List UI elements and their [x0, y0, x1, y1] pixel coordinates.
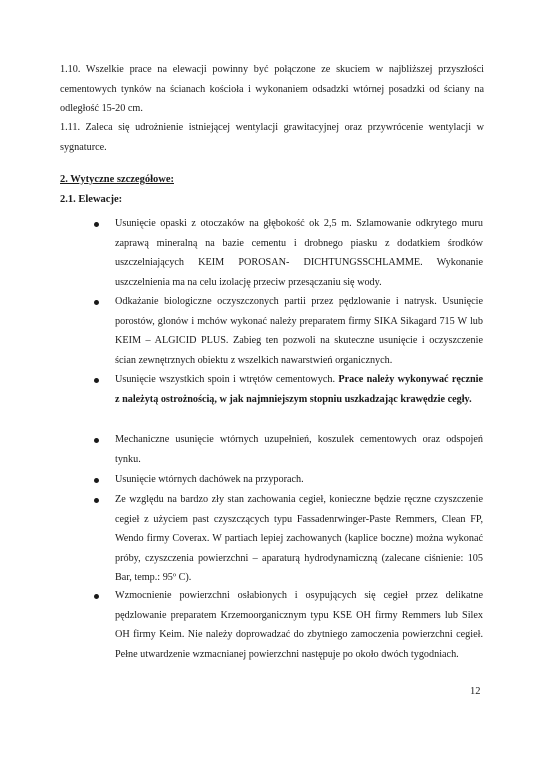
- section-heading: 2. Wytyczne szczegółowe:: [60, 174, 174, 185]
- bullet-dot-icon: [94, 300, 99, 305]
- bullet-dot-icon: [94, 498, 99, 503]
- bullet-dot-icon: [94, 478, 99, 483]
- bullet-dot-icon: [94, 594, 99, 599]
- page-number: 12: [470, 686, 481, 697]
- bullet-item: Mechaniczne usunięcie wtórnych uzupełnień, koszulek cementowych oraz odspojeń tynku.: [115, 434, 483, 465]
- bullet-dot-icon: [94, 438, 99, 443]
- bullet-bold-text: Prace należy wykonywać ręcznie z należytą ostrożnością, w jak najmniejszym stopniu uszkadzając krawędzie cegły.: [115, 374, 484, 405]
- subsection-heading: 2.1. Elewacje:: [60, 194, 123, 205]
- bullet-item: Wzmocnienie powierzchni osłabionych i osypujących się cegieł przez delikatne pędzlowanie preparatem Krzemoorganicznym typu KSE OH firmy Remmers lub Silex OH firmy Keim. Nie należy doprowadzać do zbytniego zamoczenia powierzchni cegieł. Pełne utwardzenie wzmacnianej powierzchni następuje po około dwóch tygodniach.: [115, 590, 483, 660]
- bullet-dot-icon: [94, 222, 99, 227]
- bullet-item: Usunięcie opaski z otoczaków na głębokość ok 2,5 m. Szlamowanie odkrytego muru zaprawą mineralną na bazie cementu i drobnego piasku z dodatkiem środków uszczelniających KEIM POROSAN- DICHTUNGSSCHLAMME. Wykonanie uszczelnienia ma na celu izolację przeciw przesączaniu się wody.: [115, 218, 483, 288]
- bullet-item: Odkażanie biologiczne oczyszczonych partii przez pędzlowanie i natrysk. Usunięcie porostów, glonów i mchów wykonać należy preparatem firmy SIKA Sikagard 715 W lub KEIM – ALGICID PLUS. Zabieg ten pozwoli na skuteczne usunięcie i oczyszczenie ścian zewnętrznych obiektu z wszelkich nawarstwień organicznych.: [115, 296, 483, 366]
- bullet-dot-icon: [94, 378, 99, 383]
- paragraph-1-10: 1.10. Wszelkie prace na elewacji powinny być połączone ze skuciem w najbliższej przyszłości cementowych tynków na ścianach kościoła i wykonaniem odsadzki wtórnej posadzki od ściany na odległość 15-20 cm.: [60, 64, 484, 115]
- bullet-item: [115, 370, 483, 409]
- bullet-item: Ze względu na bardzo zły stan zachowania cegieł, konieczne będzie ręczne czyszczenie cegieł z użyciem past czyszczących typu Fassadenrwinger-Paste Remmers, Clean FP, Wendo firmy Coverax. W partiach lepiej zachowanych (kaplice boczne) można wykonać próby, czyszczenia powierzchni – aparaturą hydrodynamiczną (zalecane ciśnienie: 105 Bar, temp.: 95º C).: [115, 494, 483, 584]
- paragraph-1-11: 1.11. Zaleca się udrożnienie istniejącej wentylacji grawitacyjnej oraz przywrócenie wentylacji w sygnaturce.: [60, 122, 484, 153]
- bullet-item: Usunięcie wtórnych dachówek na przyporach.: [115, 474, 304, 485]
- bullet-text: Usunięcie wszystkich spoin i wtrętów cementowych.: [115, 374, 339, 385]
